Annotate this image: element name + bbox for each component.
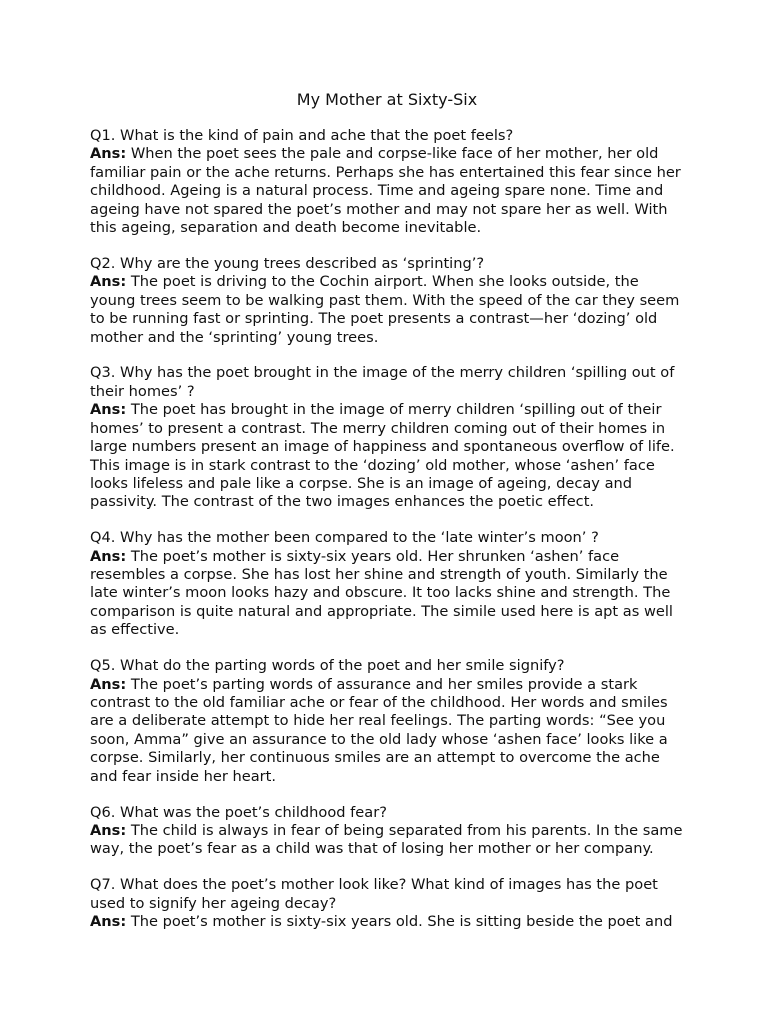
answer-7	[90, 913, 684, 931]
answer-text: The poet’s mother is sixty-six years old. She is sitting beside the poet and	[130, 913, 673, 931]
answer-label: Ans:	[90, 547, 127, 565]
qa-item-1	[90, 127, 684, 237]
question-3: Q3. Why has the poet brought in the image of the merry children ‘spilling out of their homes’ ?	[90, 364, 675, 400]
answer-text: The poet’s mother is sixty-six years old. Her shrunken ‘ashen’ face resembles a corpse. She has lost her shine and strength of youth. Similarly the late winter’s moon looks hazy and obscure. It too lacks shine and strength. The comparison is quite natural and appropriate. The simile used here is apt as well as effective.	[90, 547, 673, 639]
qa-item-7	[90, 876, 684, 931]
answer-text: The poet is driving to the Cochin airport. When she looks outside, the young trees seem to be walking past them. With the speed of the car they seem to be running fast or sprinting. The poet presents a contrast—her ‘dozing’ old mother and the ‘sprinting’ young trees.	[90, 273, 680, 346]
answer-text: When the poet sees the pale and corpse-like face of her mother, her old familiar pain or the ache returns. Perhaps she has entertained this fear since her childhood. Ageing is a natural process. Time and ageing spare none. Time and ageing have not spared the poet’s mother and may not spare her as well. With this ageing, separation and death become inevitable.	[90, 145, 681, 237]
answer-3	[90, 401, 684, 511]
answer-label: Ans:	[90, 913, 127, 931]
question-2: Q2. Why are the young trees described as ‘sprinting’?	[90, 254, 485, 272]
answer-label: Ans:	[90, 675, 127, 693]
qa-item-3	[90, 364, 684, 511]
qa-item-6	[90, 804, 684, 859]
answer-text: The poet’s parting words of assurance and her smiles provide a stark contrast to the old familiar ache or fear of the childhood. Her words and smiles are a deliberate attempt to hide her real feelings. The parting words: “See you soon, Amma” give an assurance to the old lady whose ‘ashen face’ looks like a corpse. Similarly, her continuous smiles are an attempt to overcome the ache and fear inside her heart.	[90, 675, 668, 785]
answer-label: Ans:	[90, 273, 127, 291]
question-5: Q5. What do the parting words of the poet and her smile signify?	[90, 657, 565, 675]
qa-item-5	[90, 657, 684, 786]
answer-5	[90, 676, 684, 786]
qa-item-4	[90, 529, 684, 639]
answer-2	[90, 273, 684, 347]
answer-4	[90, 548, 684, 640]
question-6: Q6. What was the poet’s childhood fear?	[90, 803, 387, 821]
answer-label: Ans:	[90, 821, 127, 839]
page-title: My Mother at Sixty-Six	[296, 90, 478, 109]
question-1: Q1. What is the kind of pain and ache that the poet feels?	[90, 127, 514, 144]
answer-6	[90, 822, 684, 859]
question-7: Q7. What does the poet’s mother look like? What kind of images has the poet used to signify her ageing decay?	[90, 876, 658, 912]
answer-text: The child is always in fear of being separated from his parents. In the same way, the poet’s fear as a child was that of losing her mother or her company.	[90, 821, 683, 858]
question-4: Q4. Why has the mother been compared to the ‘late winter’s moon’ ?	[90, 529, 599, 547]
answer-text: The poet has brought in the image of merry children ‘spilling out of their homes’ to present a contrast. The merry children coming out of their homes in large numbers present an image of happiness and spontaneous overflow of life. This image is in stark contrast to the ‘dozing’ old mother, whose ‘ashen’ face looks lifeless and pale like a corpse. She is an image of ageing, decay and passivity. The contrast of the two images enhances the poetic effect.	[90, 401, 675, 511]
answer-label: Ans:	[90, 145, 127, 163]
answer-label: Ans:	[90, 401, 127, 419]
qa-item-2	[90, 255, 684, 347]
answer-1	[90, 145, 684, 237]
